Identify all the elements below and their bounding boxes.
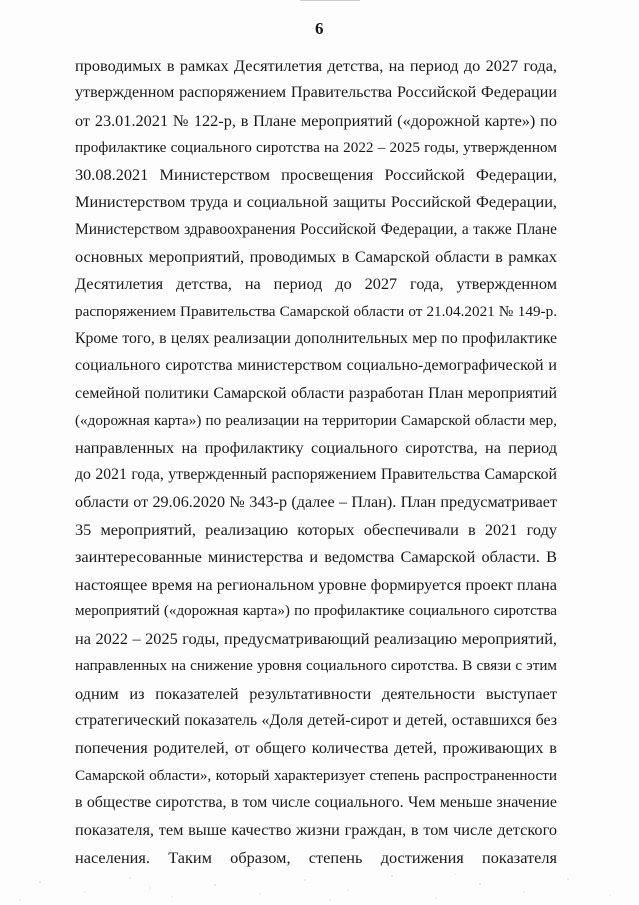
- text-line: Самарской области», который характеризует степень распространенности: [75, 766, 557, 784]
- text-line: утвержденном распоряжением Правительства Российской Федерации: [75, 84, 557, 102]
- text-line: основных мероприятий, проводимых в Самарской области в рамках: [75, 247, 557, 267]
- text-line: 35 мероприятий, реализацию которых обеспечивали в 2021 году: [75, 520, 557, 540]
- text-line: 30.08.2021 Министерством просвещения Российской Федерации,: [75, 165, 557, 185]
- text-line: заинтересованные министерства и ведомства Самарской области. В: [75, 547, 557, 567]
- text-line: в обществе сиротства, в том числе социального. Чем меньше значение: [75, 794, 557, 812]
- text-line: Кроме того, в целях реализации дополнительных мер по профилактике: [75, 329, 557, 347]
- text-line: стратегический показатель «Доля детей-сирот и детей, оставшихся без: [75, 712, 557, 730]
- text-line: социального сиротства министерством социально-демографической и: [75, 357, 557, 375]
- text-line: семейной политики Самарской области разработан План мероприятий: [75, 384, 557, 402]
- text-line: проводимых в рамках Десятилетия детства, на период до 2027 года,: [75, 56, 557, 75]
- text-line: Министерством здравоохранения Российской Федерации, а также Плане: [75, 220, 557, 238]
- page-number: 6: [315, 19, 324, 38]
- top-edge-mark: [300, 0, 360, 1]
- text-line: направленных на снижение уровня социального сиротства. В связи с этим: [75, 657, 557, 674]
- text-line: распоряжением Правительства Самарской области от 21.04.2021 № 149-р.: [75, 302, 557, 320]
- text-line: попечения родителей, от общего количества детей, проживающих в: [75, 738, 557, 758]
- text-line: настоящее время на региональном уровне формируется проект плана: [75, 574, 557, 594]
- text-line: Десятилетия детства, на период до 2027 года, утвержденном: [75, 274, 557, 294]
- text-line: Министерством труда и социальной защиты Российской Федерации,: [75, 192, 557, 212]
- text-line: мероприятий («дорожная карта») по профилактике социального сиротства: [75, 602, 557, 619]
- text-line: одним из показателей результативности деятельности выступает: [75, 683, 557, 703]
- text-line: («дорожная карта») по реализации на территории Самарской области мер,: [75, 411, 557, 429]
- text-line: до 2021 года, утвержденный распоряжением Правительства Самарской: [75, 466, 557, 484]
- text-line: профилактике социального сиротства на 2022 – 2025 годы, утвержденном: [75, 138, 557, 156]
- text-line: показателя, тем выше качество жизни граждан, в том числе детского: [75, 820, 557, 840]
- scan-noise-decoration: [0, 870, 639, 905]
- body-paragraph: [75, 52, 557, 871]
- text-line: области от 29.06.2020 № 343-р (далее – План). План предусматривает: [75, 493, 557, 511]
- text-line: от 23.01.2021 № 122-р, в Плане мероприятий («дорожной карте») по: [75, 110, 557, 130]
- text-line: населения. Таким образом, степень достижения показателя: [75, 847, 557, 867]
- text-line: направленных на профилактику социального сиротства, на период: [75, 438, 557, 458]
- text-line: на 2022 – 2025 годы, предусматривающий реализацию мероприятий,: [75, 629, 557, 649]
